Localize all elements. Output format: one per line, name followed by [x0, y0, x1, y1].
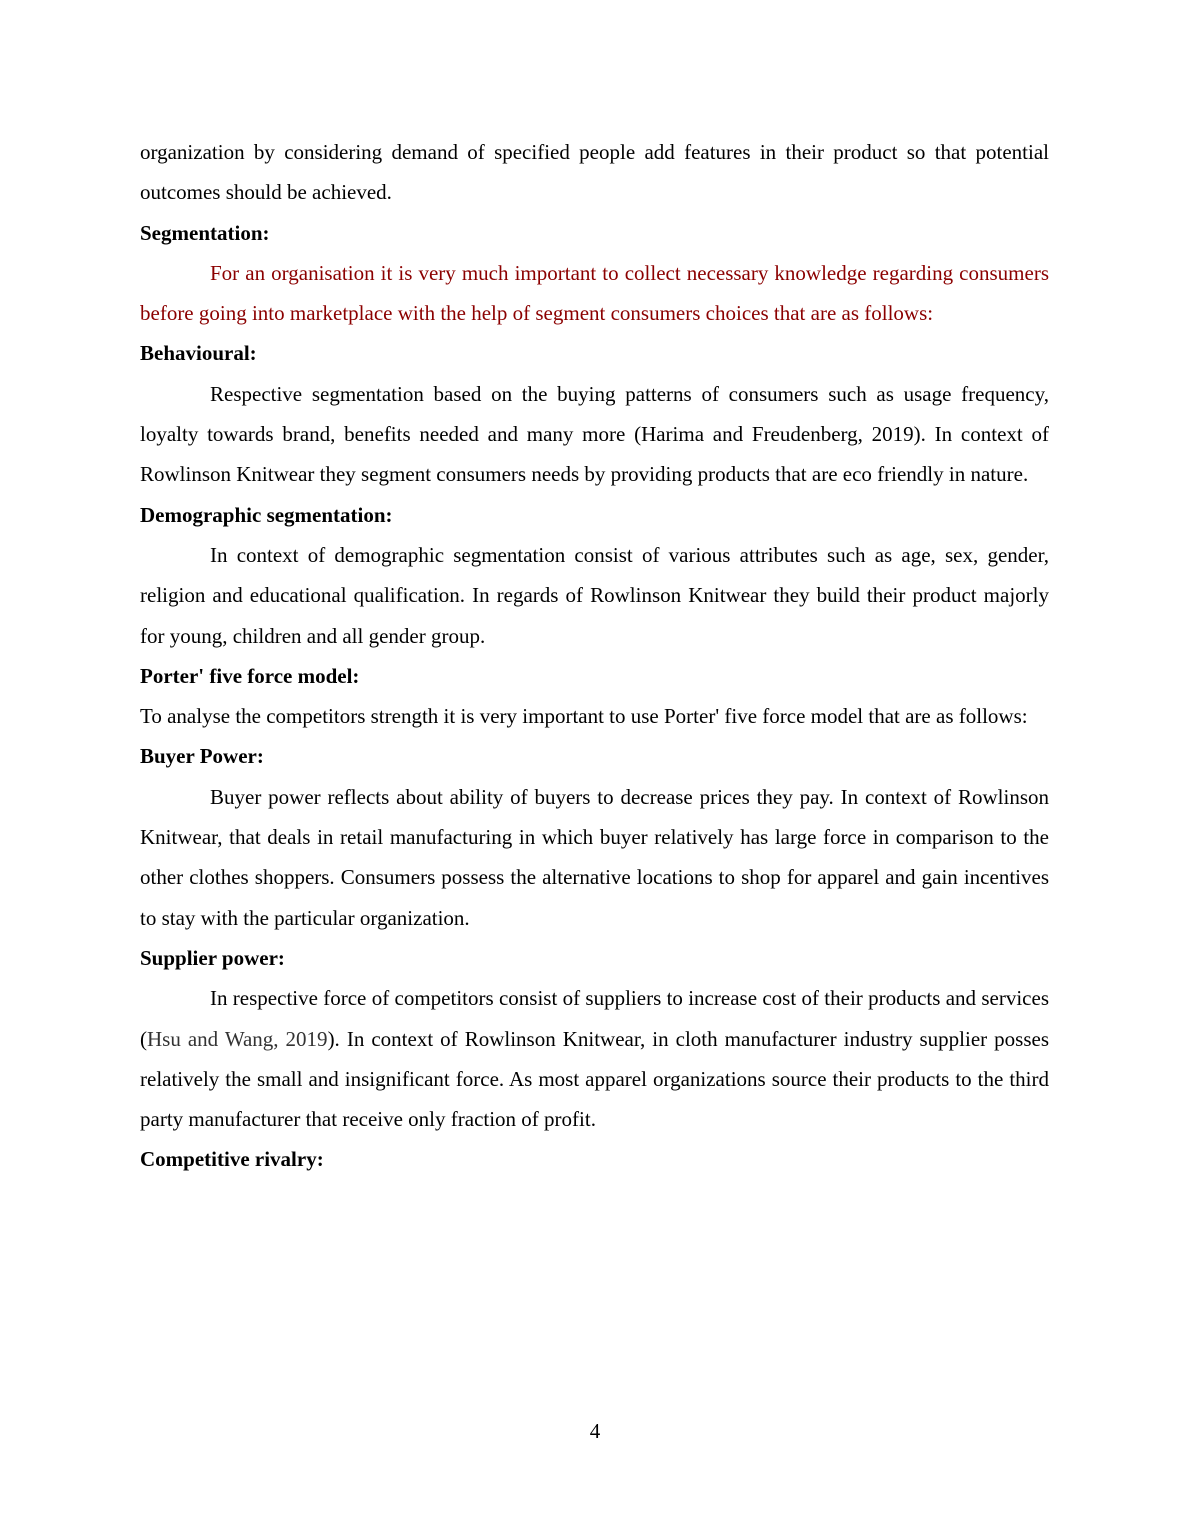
supplier-power-text-start: In respective force of competitors consist of suppliers to increase cost of their products and services (: [140, 986, 1049, 1051]
supplier-power-text-end: ). In context of Rowlinson Knitwear, in cloth manufacturer industry supplier posses relatively the small and insignificant force. As most apparel organizations source their products to the third party manufacturer that receive only fraction of profit.: [140, 1026, 1049, 1132]
buyer-power-paragraph: Buyer power reflects about ability of buyers to decrease prices they pay. In context of Rowlinson Knitwear, that deals in retail manufacturing in which buyer relatively has large force in comparison to the other clothes shoppers. Consumers possess the alternative locations to shop for apparel and gain incentives to stay with the particular organization.: [140, 784, 1049, 930]
demographic-heading: Demographic segmentation:: [140, 502, 393, 527]
supplier-power-citation: Hsu and Wang, 2019: [147, 1026, 328, 1051]
supplier-power-heading: Supplier power:: [140, 945, 285, 970]
supplier-power-paragraph: [140, 978, 1049, 1139]
document-page: [140, 132, 1049, 1180]
intro-paragraph: organization by considering demand of specified people add features in their product so that potential outcomes should be achieved.: [140, 140, 1049, 205]
buyer-power-heading: Buyer Power:: [140, 744, 264, 769]
porter-heading: Porter' five force model:: [140, 663, 360, 688]
behavioural-heading: Behavioural:: [140, 341, 257, 366]
competitive-rivalry-heading: Competitive rivalry:: [140, 1147, 324, 1172]
page-number: 4: [589, 1419, 601, 1443]
demographic-paragraph: In context of demographic segmentation consist of various attributes such as age, sex, gender, religion and educational qualification. In regards of Rowlinson Knitwear they build their product majorly for young, children and all gender group.: [140, 542, 1049, 648]
behavioural-paragraph: Respective segmentation based on the buying patterns of consumers such as usage frequency, loyalty towards brand, benefits needed and many more (Harima and Freudenberg, 2019). In context of Rowlinson Knitwear they segment consumers needs by providing products that are eco friendly in nature.: [140, 381, 1049, 487]
segmentation-paragraph: For an organisation it is very much important to collect necessary knowledge regarding consumers before going into marketplace with the help of segment consumers choices that are as follows:: [140, 260, 1049, 326]
porter-paragraph: To analyse the competitors strength it is very important to use Porter' five force model that are as follows:: [140, 704, 1028, 729]
segmentation-heading: Segmentation:: [140, 220, 270, 245]
